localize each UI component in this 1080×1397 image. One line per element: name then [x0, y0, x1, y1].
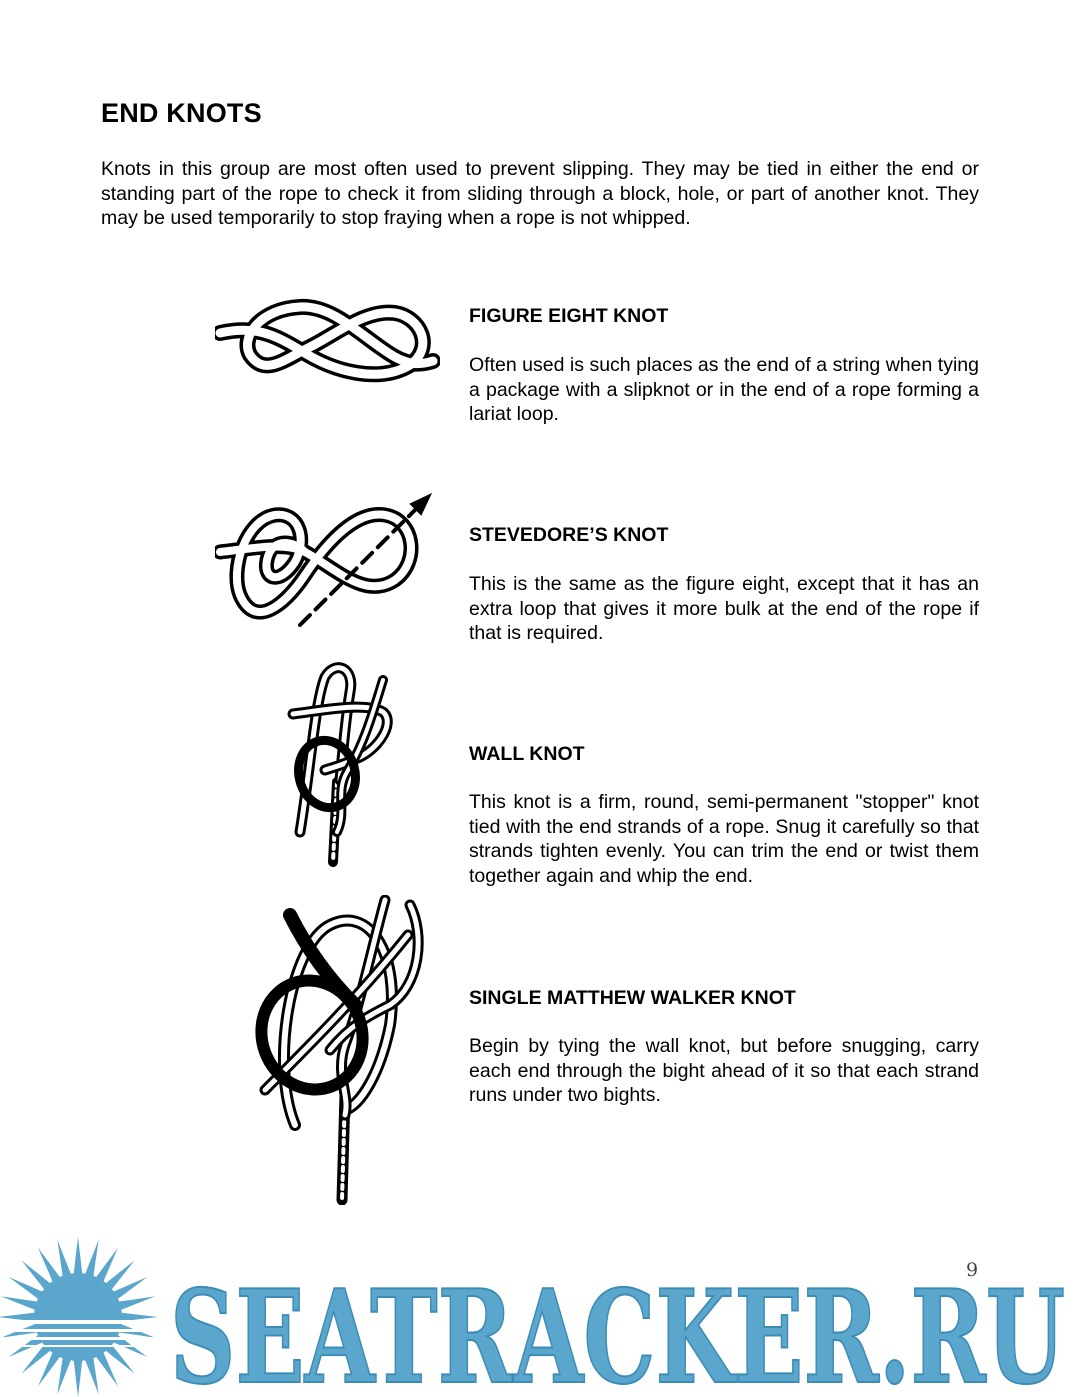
single-matthew-walker-knot-title: SINGLE MATTHEW WALKER KNOT — [469, 987, 796, 1009]
seatracker-watermark — [0, 1232, 1080, 1397]
page-number: 9 — [966, 1259, 979, 1281]
figure-eight-knot-title: FIGURE EIGHT KNOT — [469, 305, 669, 327]
watermark-text: SEATRACKER.RU — [170, 1263, 1065, 1397]
page-title: END KNOTS — [101, 98, 262, 128]
stevedores-knot-icon — [215, 490, 440, 635]
sun-ray — [73, 1357, 82, 1397]
figure-eight-knot-description: Often used is such places as the end of a string when tying a package with a slipknot or in the end of a rope forming a lariat loop. — [469, 354, 979, 425]
sun-logo-icon — [0, 1237, 160, 1397]
wall-knot-title: WALL KNOT — [469, 743, 585, 765]
stevedores-knot-title: STEVEDORE’S KNOT — [469, 524, 669, 546]
wall-knot-description: This knot is a firm, round, semi-permanent "stopper" knot tied with the end strands of a rope. Snug it carefully so that strands tighten evenly. You can trim the end or twist them together again and whip the end. — [469, 791, 979, 887]
single-matthew-walker-knot-icon — [250, 895, 430, 1205]
stevedores-knot-description: This is the same as the figure eight, except that it has an extra loop that gives it more bulk at the end of the rope if that is required. — [469, 573, 979, 644]
wall-knot-icon — [285, 662, 400, 867]
single-matthew-walker-knot-description: Begin by tying the wall knot, but before snugging, carry each end through the bight ahead of it so that each strand runs under two bights. — [469, 1035, 979, 1106]
intro-paragraph: Knots in this group are most often used to prevent slipping. They may be tied in either the end or standing part of the rope to check it from sliding through a block, hole, or part of another knot. They may be used temporarily to stop fraying when a rope is not whipped. — [101, 158, 979, 229]
sun-ray — [73, 1237, 82, 1277]
figure-eight-knot-icon — [215, 295, 440, 387]
